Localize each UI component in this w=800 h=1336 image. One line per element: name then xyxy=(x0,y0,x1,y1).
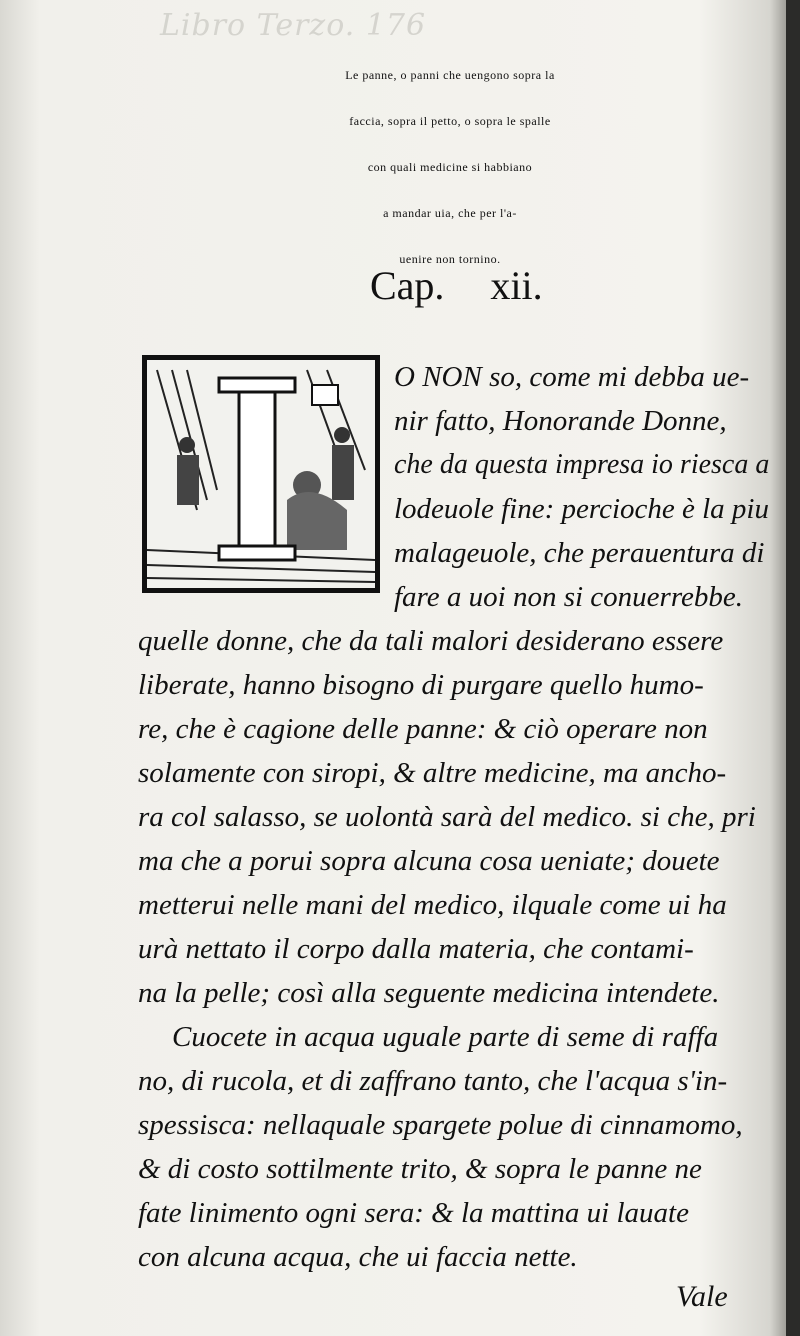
text-line: no, di rucola, et di zaffrano tanto, che l'acqua s'in- xyxy=(138,1065,728,1097)
text-line: urà nettato il corpo dalla materia, che contami- xyxy=(138,933,694,965)
text-line: nir fatto, Honorande Donne, xyxy=(394,405,727,437)
text-line: quelle donne, che da tali malori desiderano essere xyxy=(138,625,724,657)
text-line: ra col salasso, se uolontà sarà del medico. si che, pri xyxy=(138,801,756,833)
text-line: re, che è cagione delle panne: & ciò operare non xyxy=(138,713,708,745)
text-line: che da questa impresa io riesca a xyxy=(394,449,770,480)
text-line: solamente con siropi, & altre medicine, ma ancho- xyxy=(138,757,727,789)
text-line: fare a uoi non si conuerrebbe. xyxy=(394,581,744,613)
chapter-number: Cap. xii. xyxy=(370,263,543,308)
title-line: faccia, sopra il petto, o sopra le spalle xyxy=(349,114,551,128)
running-head: Libro Terzo. 176 xyxy=(160,8,427,43)
title-line: Le panne, o panni che uengono sopra la xyxy=(345,68,555,82)
catchword: Vale xyxy=(676,1280,728,1313)
text-line: & di costo sottilmente trito, & sopra le panne ne xyxy=(138,1153,702,1185)
text-line: ma che a porui sopra alcuna cosa ueniate; douete xyxy=(138,845,720,877)
text-line: malageuole, che perauentura di xyxy=(394,537,765,569)
text-line: con alcuna acqua, che ui faccia nette. xyxy=(138,1241,578,1273)
text-line: metterui nelle mani del medico, ilquale come ui ha xyxy=(138,889,727,921)
text-line: O NON so, come mi debba ue- xyxy=(394,361,750,393)
text-line: lodeuole fine: percioche è la piu xyxy=(394,493,769,525)
title-line: con quali medicine si habbiano xyxy=(367,160,533,174)
text-line: liberate, hanno bisogno di purgare quello humo- xyxy=(138,669,704,701)
title-line: a mandar uia, che per l'a- xyxy=(383,206,517,220)
text-line: spessisca: nellaquale spargete polue di cinnamomo, xyxy=(138,1109,743,1141)
text-line: na la pelle; così alla seguente medicina intendete. xyxy=(138,977,720,1009)
page-gutter xyxy=(786,0,800,1336)
text-line: Cuocete in acqua uguale parte di seme di raffa xyxy=(172,1021,719,1053)
text-line: fate linimento ogni sera: & la mattina ui lauate xyxy=(138,1197,689,1229)
title-line: uenire non tornino. xyxy=(399,252,501,266)
